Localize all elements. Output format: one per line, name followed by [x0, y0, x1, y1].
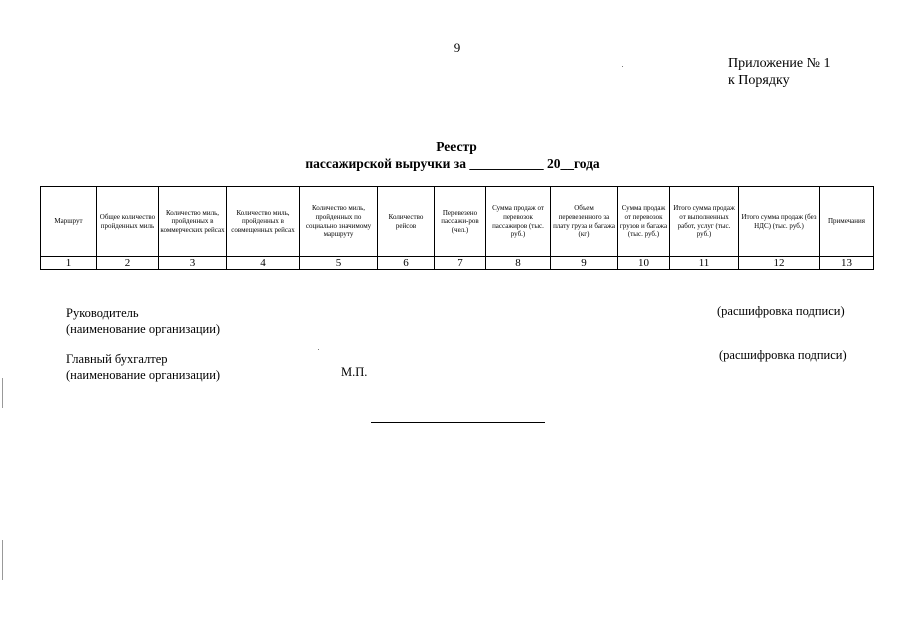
appendix-line-1: Приложение № 1 [728, 56, 831, 71]
header-cell: Сумма продаж от перевозок пассажиров (тыс. руб.) [486, 187, 551, 257]
head-signature-decoding: (расшифровка подписи) [717, 304, 845, 318]
column-number-cell: 4 [227, 257, 300, 270]
head-organization-caption: (наименование организации) [66, 321, 221, 336]
title-line-2: пассажирской выручки за ___________ 20__года [305, 156, 600, 171]
header-cell: Перевезено пассажи-ров (чел.) [435, 187, 486, 257]
column-number-row [41, 257, 874, 270]
column-number-cell: 1 [41, 257, 97, 270]
accountant-organization-caption: (наименование организации) [66, 367, 221, 382]
register-table [40, 186, 874, 270]
header-cell: Количество миль, пройденных в совмещенных рейсах [227, 187, 300, 257]
end-divider [371, 422, 545, 423]
header-cell: Маршрут [41, 187, 97, 257]
accountant-title: Главный бухгалтер [66, 352, 168, 366]
column-number-cell: 10 [618, 257, 670, 270]
column-number-cell: 3 [159, 257, 227, 270]
accountant-signature-decoding: (расшифровка подписи) [719, 348, 847, 362]
header-cell: Количество миль, пройденных по социально значимому маршруту [300, 187, 378, 257]
scan-edge-mark [2, 540, 3, 580]
column-number-cell: 12 [739, 257, 820, 270]
header-cell: Итого сумма продаж от выполненных работ, услуг (тыс. руб.) [670, 187, 739, 257]
header-cell: Сумма продаж от перевозок грузов и багажа (тыс. руб.) [618, 187, 670, 257]
head-title: Руководитель [66, 306, 139, 320]
appendix-line-2: к Порядку [728, 73, 790, 88]
header-cell: Итого сумма продаж (без НДС) (тыс. руб.) [739, 187, 820, 257]
header-cell: Объем перевезенного за плату груза и багажа (кг) [551, 187, 618, 257]
header-row [41, 187, 874, 257]
column-number-cell: 5 [300, 257, 378, 270]
header-cell: Количество миль, пройденных в коммерческих рейсах [159, 187, 227, 257]
stamp-place: М.П. [341, 365, 368, 379]
accountant-signature-block [66, 352, 220, 383]
scan-speck [622, 66, 623, 67]
scan-edge-mark [2, 378, 3, 408]
column-number-cell: 9 [551, 257, 618, 270]
column-number-cell: 11 [670, 257, 739, 270]
column-number-cell: 13 [820, 257, 874, 270]
header-cell: Общее количество пройденных миль [97, 187, 159, 257]
column-number-cell: 2 [97, 257, 159, 270]
head-signature-block [66, 306, 220, 337]
title-line-1: Реестр [436, 139, 477, 154]
column-number-cell: 6 [378, 257, 435, 270]
page-number: 9 [453, 40, 461, 55]
header-cell: Примечания [820, 187, 874, 257]
header-cell: Количество рейсов [378, 187, 435, 257]
scan-speck [318, 349, 319, 350]
column-number-cell: 7 [435, 257, 486, 270]
appendix-note [728, 55, 831, 89]
column-number-cell: 8 [486, 257, 551, 270]
